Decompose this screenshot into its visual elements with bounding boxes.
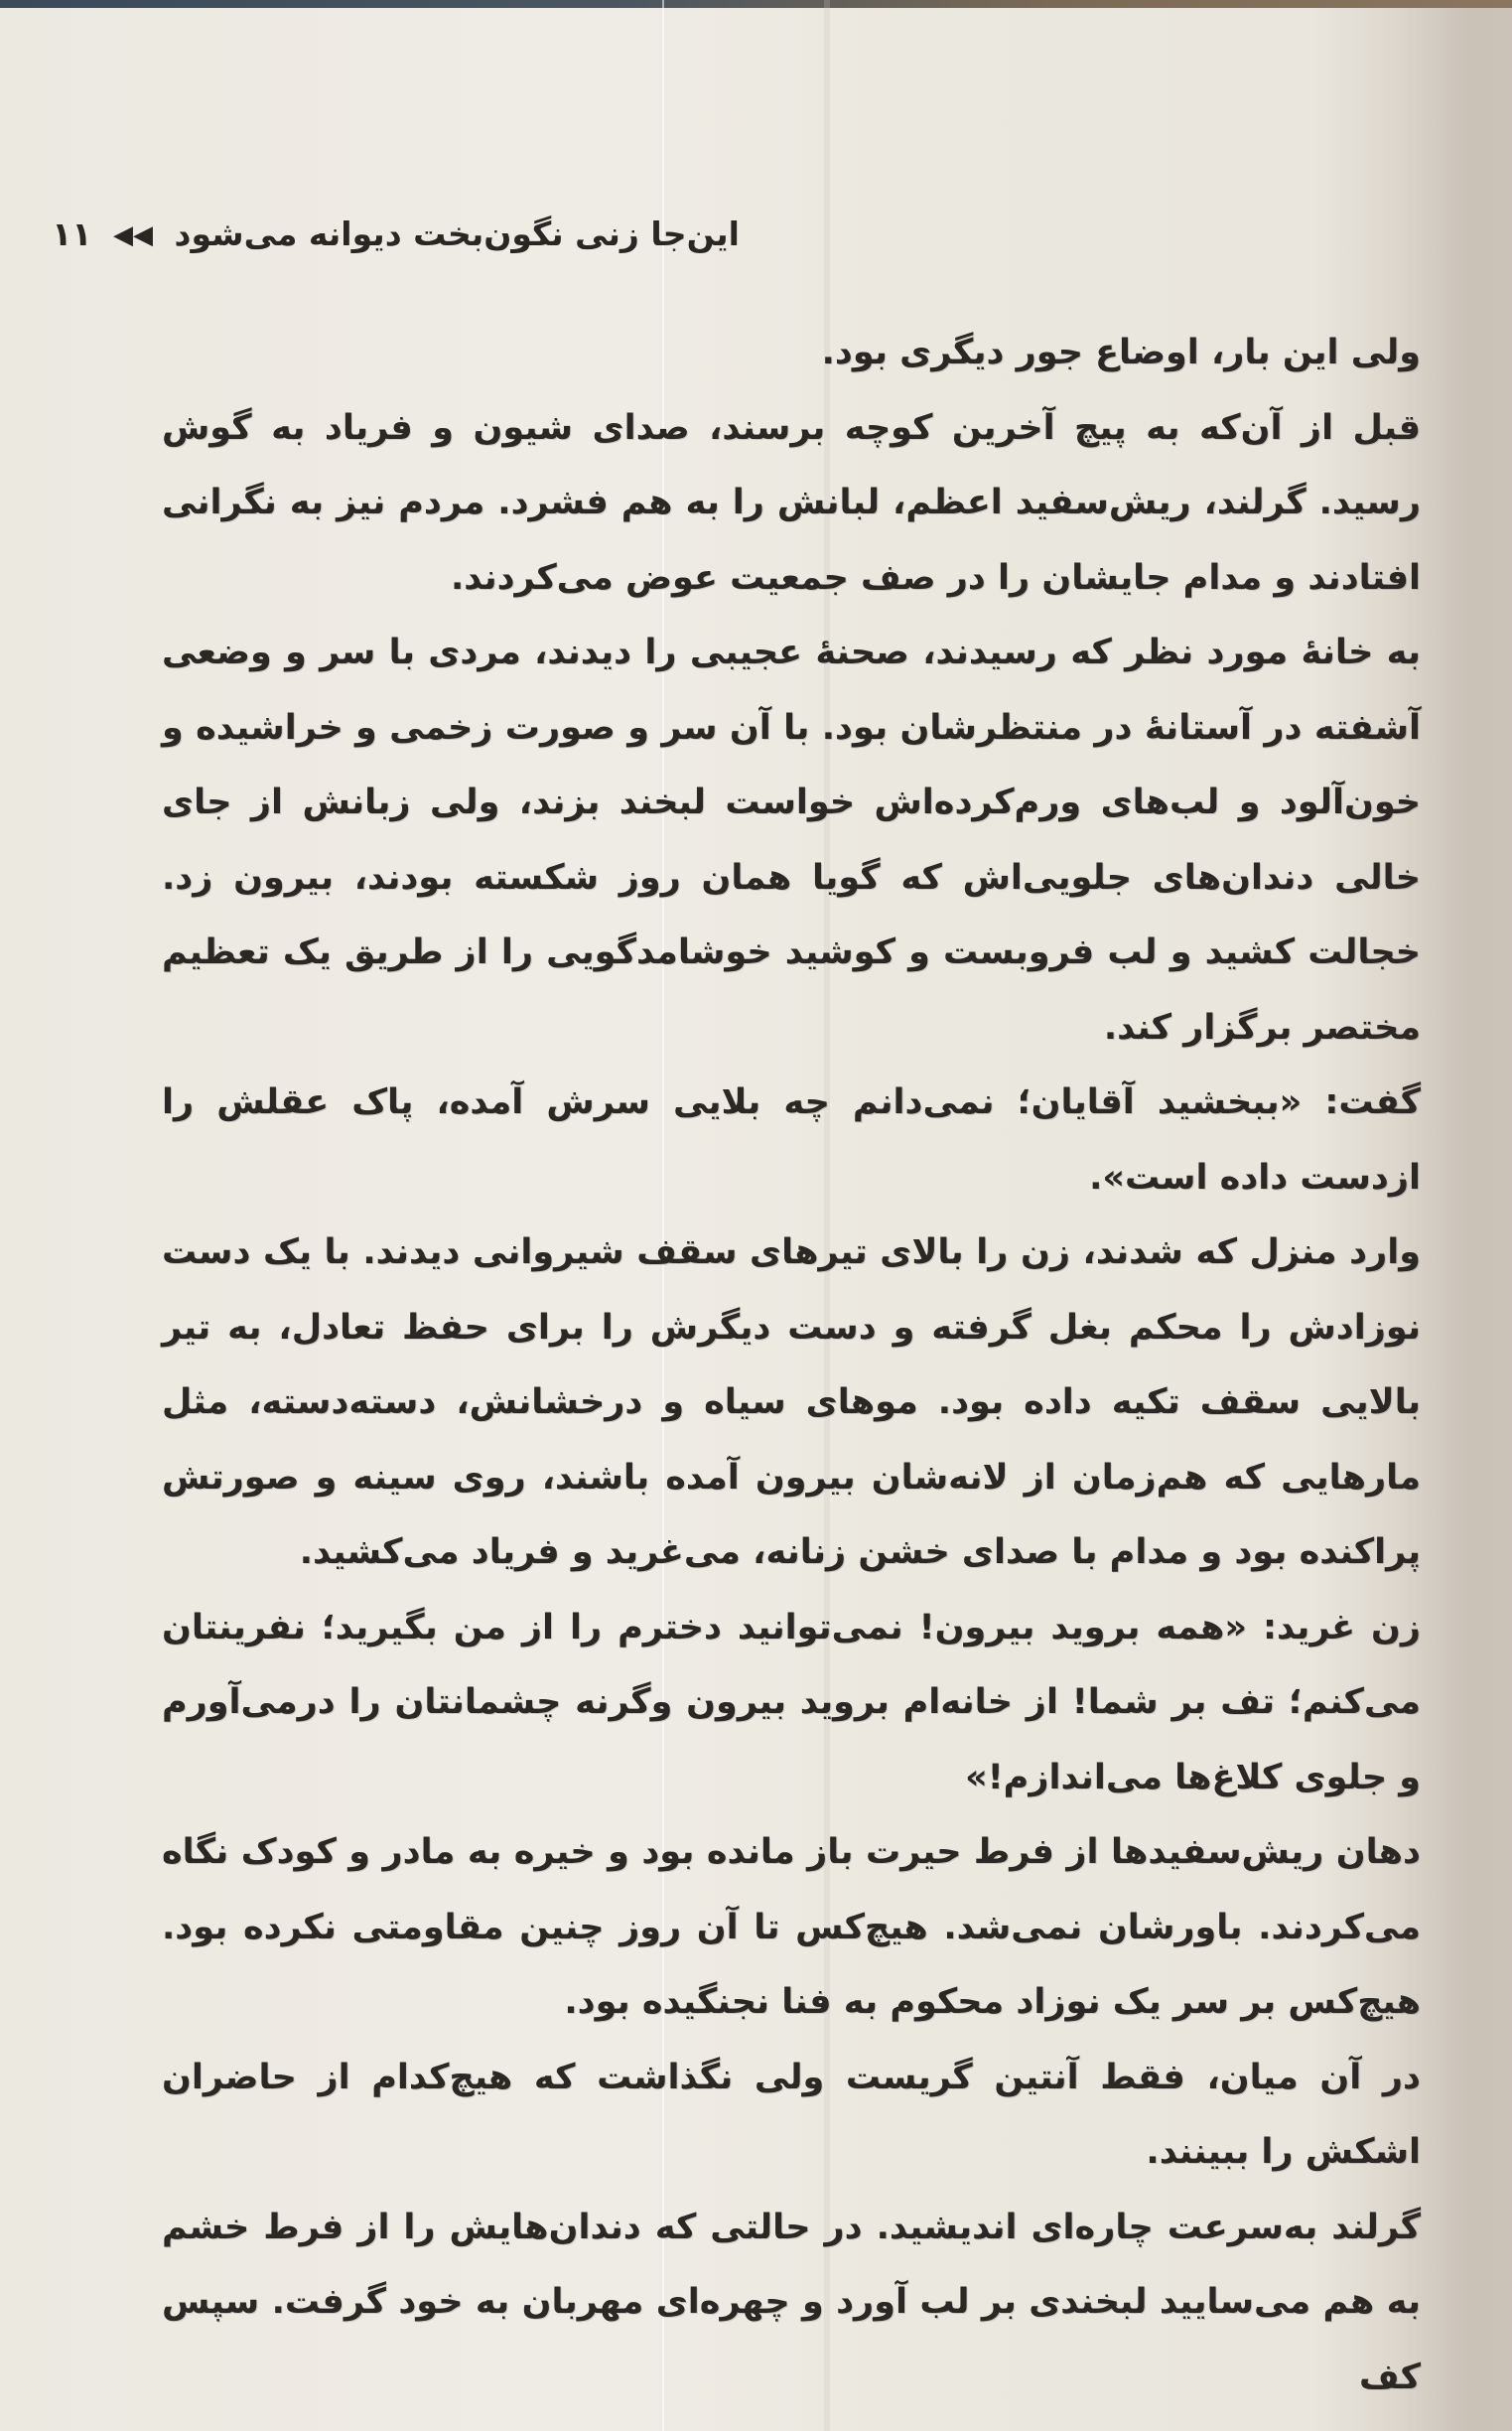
paragraph: گفت: «ببخشید آقایان؛ نمی‌دانم چه بلایی سرش آمده، پاک عقلش را ازدست داده است».	[162, 1082, 1421, 1198]
paragraph: دهان ریش‌سفیدها از فرط حیرت باز مانده بود و خیره به مادر و کودک نگاه می‌کردند. باورشان نمی‌شد. هیچ‌کس تا آن روز چنین مقاومتی نکرده بود. هیچ‌کس بر سر یک نوزاد محکوم به فنا نجنگیده بود.	[162, 1832, 1421, 2022]
running-header	[52, 214, 740, 253]
paragraph: زن غرید: «همه بروید بیرون! نمی‌توانید دخترم را از من بگیرید؛ نفرینتان می‌کنم؛ تف بر شما! از خانه‌ام بروید بیرون وگرنه چشمانتان را درمی‌آورم و جلوی کلاغ‌ها می‌اندازم!»	[162, 1607, 1421, 1797]
page-top-edge	[0, 0, 1512, 8]
paragraph: در آن میان، فقط آنتین گریست ولی نگذاشت که هیچ‌کدام از حاضران اشکش را ببینند.	[162, 2057, 1421, 2172]
paragraph: وارد منزل که شدند، زن را بالای تیرهای سقف شیروانی دیدند. با یک دست نوزادش را محکم بغل گرفته و دست دیگرش را برای حفظ تعادل، به تیر بالایی سقف تکیه داده بود. موهای سیاه و درخشانش، دسته‌دسته، مثل مارهایی که هم‌زمان از لانه‌شان بیرون آمده باشند، روی سینه و صورتش پراکنده بود و مدام با صدای خشن زنانه، می‌غرید و فریاد می‌کشید.	[162, 1232, 1421, 1572]
page-number: ۱۱	[52, 214, 92, 253]
chapter-title: این‌جا زنی نگون‌بخت دیوانه می‌شود	[174, 214, 740, 253]
paragraph: ولی این بار، اوضاع جور دیگری بود.	[821, 333, 1421, 372]
body-text	[162, 316, 1421, 2415]
double-arrow-left-icon: ◀◀	[113, 220, 154, 250]
paragraph: به خانهٔ مورد نظر که رسیدند، صحنهٔ عجیبی را دیدند، مردی با سر و وضعی آشفته در آستانهٔ در منتظرشان بود. با آن سر و صورت زخمی و خراشیده و خون‌آلود و لب‌های ورم‌کرده‌اش خواست لبخند بزند، ولی زبانش از جای خالی دندان‌های جلویی‌اش که گویا همان روز شکسته بودند، بیرون زد. خجالت کشید و لب فروبست و کوشید خوشامدگویی را از طریق یک تعظیم مختصر برگزار کند.	[162, 633, 1421, 1048]
paragraph: گرلند به‌سرعت چاره‌ای اندیشید. در حالتی که دندان‌هایش را از فرط خشم به هم می‌سایید لبخندی بر لب آورد و چهره‌ای مهربان به خود گرفت. سپس کف	[162, 2207, 1421, 2397]
paragraph: قبل از آن‌که به پیچ آخرین کوچه برسند، صدای شیون و فریاد به گوش رسید. گرلند، ریش‌سفید اعظم، لبانش را به هم فشرد. مردم نیز به نگرانی افتادند و مدام جایشان را در صف جمعیت عوض می‌کردند.	[162, 407, 1421, 598]
